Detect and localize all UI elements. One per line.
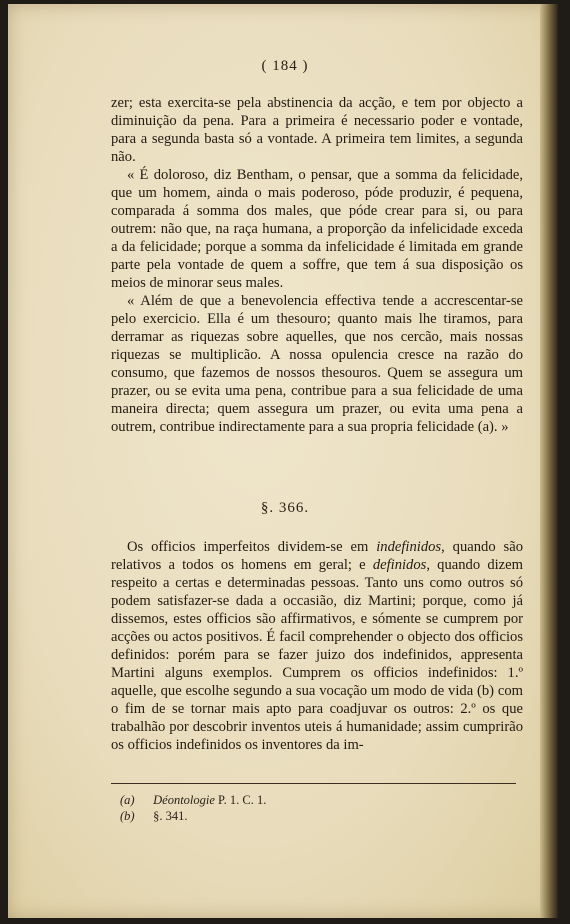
paragraph-2: « É doloroso, diz Bentham, o pensar, que a somma da felicidade, que um homem, ainda o mais poderoso, póde produzir, é pequena, comparada á somma dos males, que póde crear para si, ou para outrem: não que, na raça humana, a proporção da infelicidade exceda a da felicidade; porque a somma da infelicidade é limitada em grande parte pela vontade de quem a soffre, que tem á sua disposição os meios de minorar seus males. [111, 167, 523, 291]
footnote-a-text: P. 1. C. 1. [218, 793, 267, 807]
section-heading: §. 366. [260, 500, 310, 516]
paragraph-3: « Além de que a benevolencia effectiva tende a accrescentar-se pelo exercicio. Ella é um thesouro; quanto mais lhe tiramos, para derramar as riquezas sobre aquelles, que nos cercão, mais nossas riquezas se multiplicão. A nossa opulencia cresce na razão do consumo, que fazemos de nossos thesouros. Quem se assegura um prazer, ou se evita uma pena, contribue para a sua felicidade de uma maneira directa; quem assegura um prazer, ou evita uma pena a outrem, contribue indirectamente para a sua propria felicidade (a). » [111, 293, 523, 435]
text-block-2 [111, 538, 523, 754]
footnote-rule [111, 783, 516, 784]
term-definidos: definidos [372, 557, 427, 573]
footnote-a-ref: Déontologie [153, 793, 215, 807]
page-number: ( 184 ) [261, 58, 309, 74]
book-gutter [540, 4, 558, 918]
paragraph-4 [111, 538, 523, 754]
paragraph-4-lead: Os officios imperfeitos dividem-se em [127, 539, 377, 555]
footnote-b-mark: (b) [120, 809, 135, 823]
paragraph-4-mid: , quando são relativos a todos os homens em geral; e [111, 539, 523, 573]
paragraph-4-rest: , quando dizem respeito a certas e determinadas pessoas. Tanto uns como outros só podem satisfazer-se dada a occasião, diz Martini; porque, como já dissemos, estes officios são affirmativos, e sómente se cumprem por acções ou actos positivos. É facil comprehender o objecto dos officios definidos: porém para se fazer juizo dos indefinidos, appresenta Martini alguns exemplos. Cumprem os officios indefinidos: 1.º aquelle, que escolhe segundo a sua vocação um modo de vida (b) com o fim de se tornar mais apto para coadjuvar os outros: 2.º os que trabalhão por descobrir inventos uteis á humanidade; assim cumprirão os officios indefinidos os inventores da im- [111, 557, 523, 753]
footnote-b [120, 808, 420, 824]
footnote-b-text: §. 341. [153, 809, 188, 823]
footnote-a [120, 792, 420, 808]
footnotes [120, 792, 420, 824]
paragraph-1: zer; esta exercita-se pela abstinencia da acção, e tem por objecto a diminuição da pena. Para a primeira é necessario poder e vontade, para a segunda basta só a vontade. A primeira tem limites, a segunda não. [111, 95, 523, 165]
term-indefinidos: indefinidos [376, 539, 442, 555]
text-block-1 [111, 94, 523, 436]
footnote-a-mark: (a) [120, 793, 135, 807]
